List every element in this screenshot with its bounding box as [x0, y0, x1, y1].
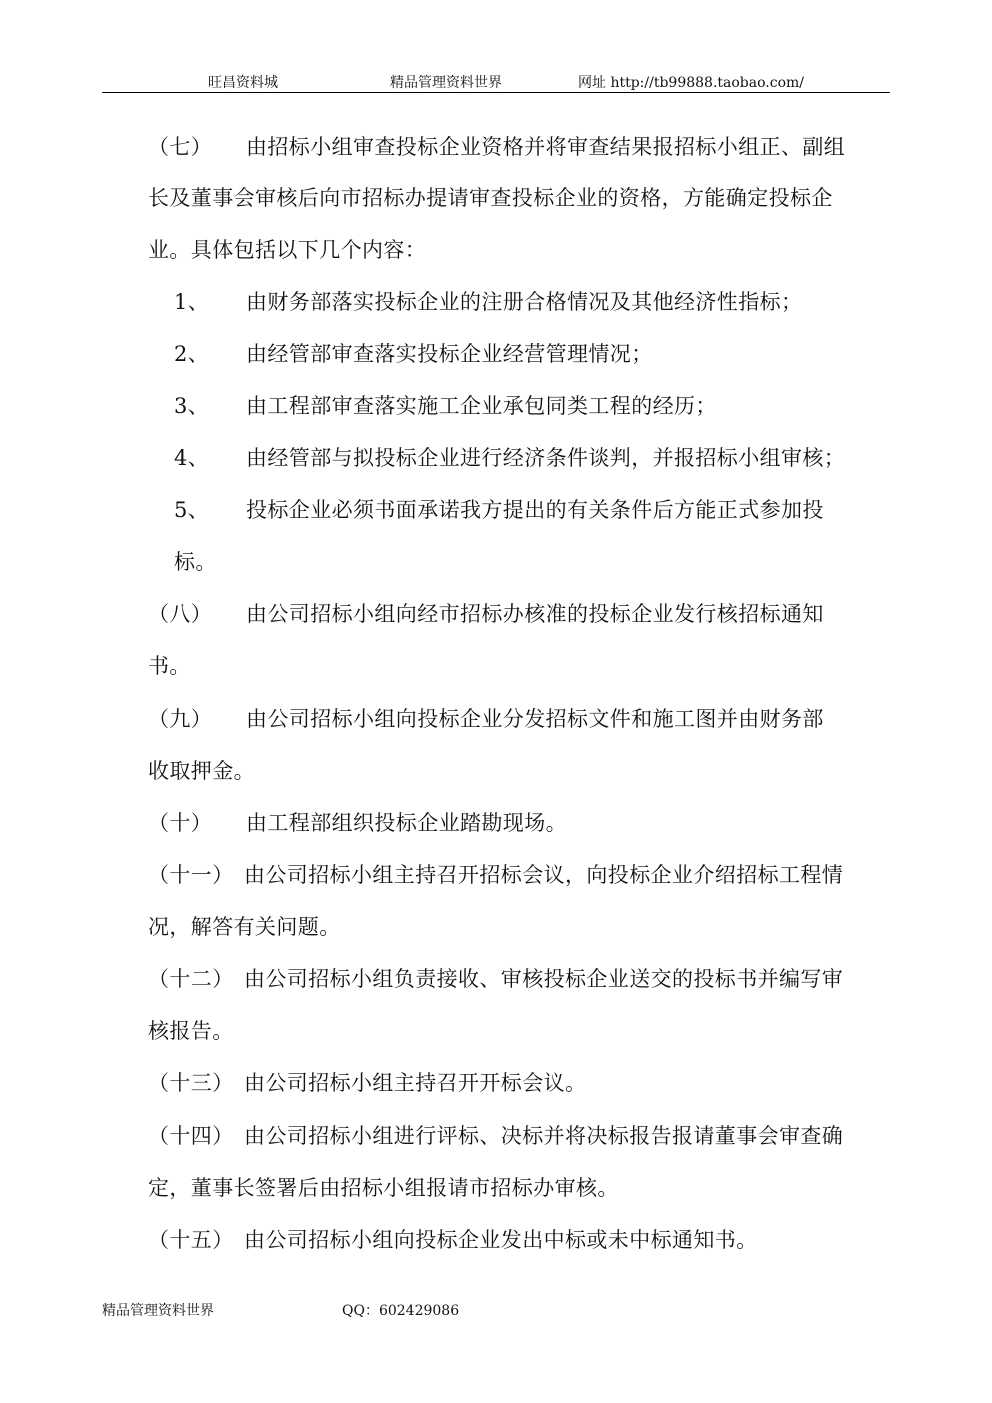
- paragraph-line: [148, 1068, 586, 1098]
- header-brand: 精品管理资料世界: [390, 75, 502, 91]
- paragraph-line: [174, 547, 217, 577]
- line-text: 由公司招标小组主持召开招标会议，向投标企业介绍招标工程情: [244, 863, 844, 887]
- list-item: [174, 443, 845, 473]
- paragraph-line: [148, 1173, 619, 1203]
- paragraph-line: [148, 1225, 758, 1255]
- line-text: 由工程部组织投标企业踏勘现场。: [246, 811, 567, 835]
- list-number: 1、: [174, 290, 210, 314]
- paragraph-line: [148, 132, 845, 162]
- paragraph-line: [148, 860, 843, 890]
- paragraph-line: [148, 235, 426, 265]
- line-text: 由财务部落实投标企业的注册合格情况及其他经济性指标；: [246, 290, 803, 314]
- paragraph-line: [148, 183, 833, 213]
- paragraph-line: [148, 756, 255, 786]
- paragraph-line: [148, 808, 567, 838]
- list-item: [174, 495, 824, 525]
- line-text: 由公司招标小组进行评标、决标并将决标报告报请董事会审查确: [244, 1124, 844, 1148]
- header-site-name: 旺昌资料城: [208, 75, 278, 91]
- line-text: 核报告。: [148, 1019, 234, 1043]
- line-text: 业。具体包括以下几个内容：: [148, 238, 427, 262]
- section-marker: （十五）: [148, 1228, 234, 1252]
- line-text: 况，解答有关问题。: [148, 915, 341, 939]
- paragraph-line: [148, 651, 191, 681]
- list-item: [174, 339, 653, 369]
- line-text: 书。: [148, 654, 191, 678]
- line-text: 由招标小组审查投标企业资格并将审查结果报招标小组正、副组: [246, 135, 846, 159]
- list-number: 5、: [174, 498, 210, 522]
- header-url: 网址 http://tb99888.taobao.com/: [578, 75, 805, 91]
- line-text: 由公司招标小组主持召开开标会议。: [244, 1071, 587, 1095]
- page-header: [102, 70, 890, 93]
- section-marker: （十）: [148, 811, 213, 835]
- line-text: 由公司招标小组向投标企业分发招标文件和施工图并由财务部: [246, 707, 824, 731]
- section-marker: （十一）: [148, 863, 234, 887]
- paragraph-line: [148, 912, 341, 942]
- list-number: 2、: [174, 342, 210, 366]
- line-text: 由工程部审查落实施工企业承包同类工程的经历；: [246, 394, 717, 418]
- section-marker: （八）: [148, 602, 213, 626]
- section-marker: （七）: [148, 135, 213, 159]
- line-text: 投标企业必须书面承诺我方提出的有关条件后方能正式参加投: [246, 498, 824, 522]
- section-marker: （十四）: [148, 1124, 234, 1148]
- footer-qq: QQ：602429086: [342, 1303, 460, 1319]
- paragraph-line: [148, 599, 824, 629]
- line-text: 由公司招标小组向投标企业发出中标或未中标通知书。: [244, 1228, 758, 1252]
- line-text: 由公司招标小组负责接收、审核投标企业送交的投标书并编写审: [244, 967, 844, 991]
- line-text: 由经管部审查落实投标企业经营管理情况；: [246, 342, 653, 366]
- footer-brand: 精品管理资料世界: [102, 1303, 214, 1319]
- line-text: 长及董事会审核后向市招标办提请审查投标企业的资格，方能确定投标企: [148, 186, 833, 210]
- list-item: [174, 287, 802, 317]
- paragraph-line: [148, 704, 824, 734]
- line-text: 标。: [174, 550, 217, 574]
- list-number: 4、: [174, 446, 210, 470]
- paragraph-line: [148, 964, 843, 994]
- line-text: 由公司招标小组向经市招标办核准的投标企业发行核招标通知: [246, 602, 824, 626]
- paragraph-line: [148, 1016, 234, 1046]
- list-item: [174, 391, 717, 421]
- line-text: 收取押金。: [148, 759, 255, 783]
- list-number: 3、: [174, 394, 210, 418]
- section-marker: （十三）: [148, 1071, 234, 1095]
- line-text: 定，董事长签署后由招标小组报请市招标办审核。: [148, 1176, 619, 1200]
- section-marker: （十二）: [148, 967, 234, 991]
- paragraph-line: [148, 1121, 843, 1151]
- section-marker: （九）: [148, 707, 213, 731]
- line-text: 由经管部与拟投标企业进行经济条件谈判，并报招标小组审核；: [246, 446, 846, 470]
